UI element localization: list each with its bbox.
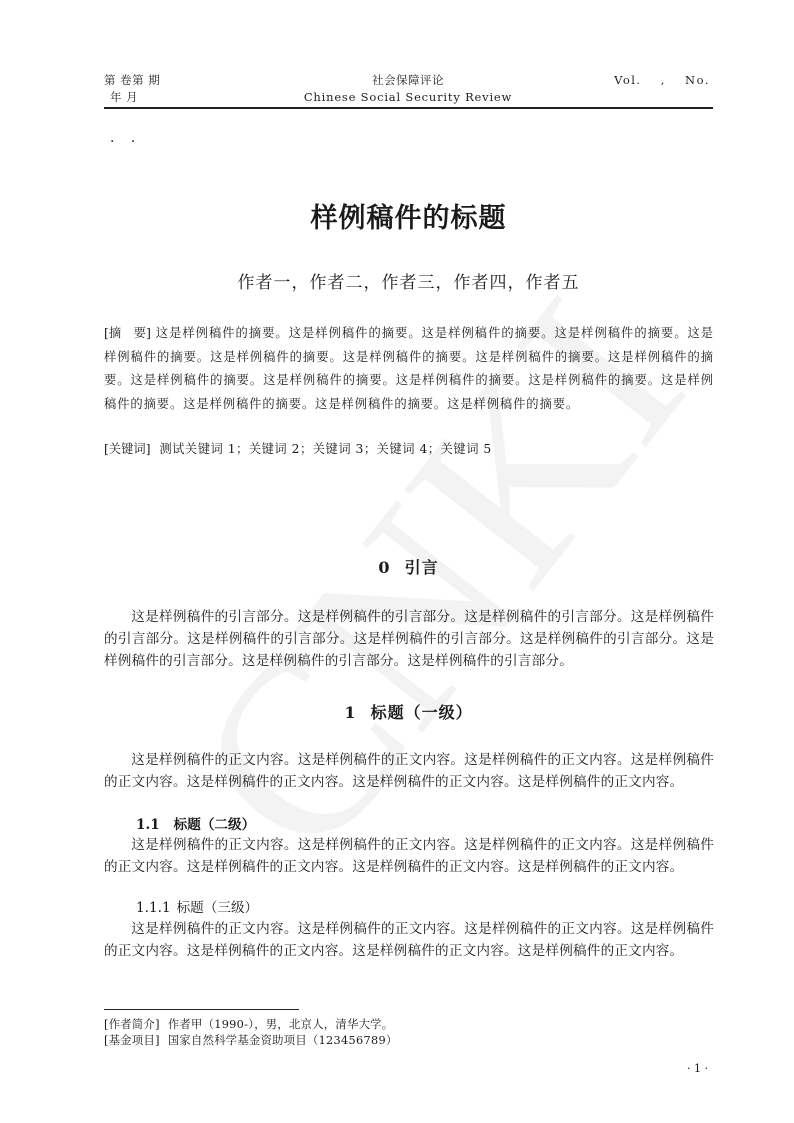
paper-authors: 作者一，作者二，作者三，作者四，作者五 — [237, 273, 580, 293]
section-1-paragraph: 这是样例稿件的正文内容。这是样例稿件的正文内容。这是样例稿件的正文内容。这是样例稿件的正文内容。这是样例稿件的正文内容。这是样例稿件的正文内容。这是样例稿件的正文内容。 — [104, 752, 714, 790]
intro-paragraph: 这是样例稿件的引言部分。这是样例稿件的引言部分。这是样例稿件的引言部分。这是样例稿件的引言部分。这是样例稿件的引言部分。这是样例稿件的引言部分。这是样例稿件的引言部分。这是样例稿件的引言部分。这是样例稿件的引言部分。这是样例稿件的引言部分。 — [104, 609, 714, 669]
abstract-label: [摘 要] — [104, 326, 151, 340]
abstract — [104, 322, 714, 416]
footnote-author-text: 作者甲（1990-），男，北京人，清华大学。 — [167, 1018, 394, 1031]
paper-title: 样例稿件的标题 — [310, 203, 507, 234]
header-issue: 第 卷第 期 — [104, 73, 161, 87]
footnote-author — [104, 1016, 393, 1033]
header-rule — [104, 107, 713, 109]
section-heading-1 — [104, 700, 713, 723]
header-volume: Vol. , No. — [614, 73, 710, 87]
keywords-text: 测试关键词 1；关键词 2；关键词 3；关键词 4；关键词 5 — [159, 442, 492, 456]
header-journal-cn: 社会保障评论 — [372, 73, 444, 87]
subsubsection-title: 标题（三级） — [176, 900, 259, 916]
subsection-number: 1.1 — [136, 817, 160, 833]
keywords — [104, 438, 714, 462]
footnote-rule — [104, 1009, 299, 1010]
page-number: · 1 · — [687, 1062, 708, 1075]
section-title: 标题（一级） — [370, 703, 473, 722]
section-number: 1 — [344, 703, 357, 722]
section-number: 0 — [378, 558, 391, 577]
footnote-fund — [104, 1032, 398, 1049]
subsubsection-number: 1.1.1 — [136, 900, 171, 916]
abstract-text: 这是样例稿件的摘要。这是样例稿件的摘要。这是样例稿件的摘要。这是样例稿件的摘要。这是样例稿件的摘要。这是样例稿件的摘要。这是样例稿件的摘要。这是样例稿件的摘要。这是样例稿件的摘要。这是样例稿件的摘要。这是样例稿件的摘要。这是样例稿件的摘要。这是样例稿件的摘要。这是样例稿件的摘要。这是样例稿件的摘要。这是样例稿件的摘要。这是样例稿件的摘要。 — [104, 326, 714, 411]
section-1-1-paragraph: 这是样例稿件的正文内容。这是样例稿件的正文内容。这是样例稿件的正文内容。这是样例稿件的正文内容。这是样例稿件的正文内容。这是样例稿件的正文内容。这是样例稿件的正文内容。 — [104, 837, 714, 875]
subsection-title: 标题（二级） — [173, 817, 256, 833]
footnote-fund-text: 国家自然科学基金资助项目（123456789） — [167, 1034, 398, 1047]
subsection-heading-1-1 — [136, 814, 255, 836]
footnote-fund-label: [基金项目] — [104, 1034, 160, 1047]
keywords-label: [关键词] — [104, 442, 151, 456]
header-date: 年 月 — [110, 90, 139, 104]
section-title: 引言 — [404, 558, 439, 577]
header-journal-en: Chinese Social Security Review — [303, 90, 513, 104]
subsubsection-heading-1-1-1 — [136, 897, 258, 919]
top-marker: · · — [110, 134, 142, 150]
footnote-author-label: [作者简介] — [104, 1018, 160, 1031]
section-1-1-1-paragraph: 这是样例稿件的正文内容。这是样例稿件的正文内容。这是样例稿件的正文内容。这是样例稿件的正文内容。这是样例稿件的正文内容。这是样例稿件的正文内容。这是样例稿件的正文内容。 — [104, 921, 714, 959]
section-heading-intro — [104, 555, 713, 578]
